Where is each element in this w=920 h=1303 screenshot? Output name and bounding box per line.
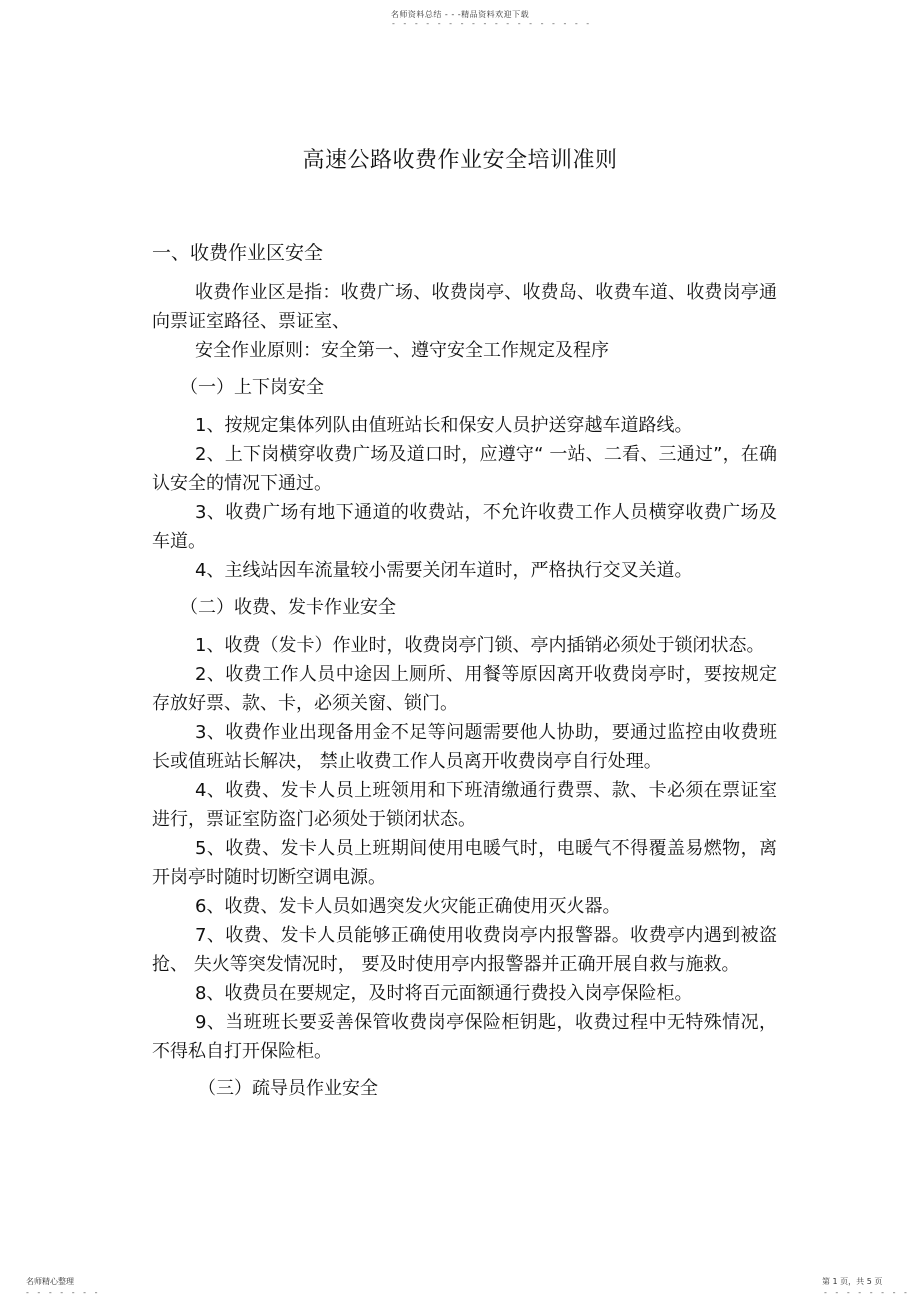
subsection-heading: （一）上下岗安全 bbox=[180, 377, 324, 398]
footer-dots-right: - - - - - - - - bbox=[824, 1288, 910, 1297]
document-body bbox=[152, 238, 777, 1112]
footer-left-text: 名师精心整理 bbox=[26, 1277, 74, 1286]
page-number: 第 1 页，共 5 页 bbox=[822, 1277, 883, 1286]
list-item: 2、收费工作人员中途因上厕所、用餐等原因离开收费岗亭时，要按规定存放好票、款、卡，必须关窗、锁门。 bbox=[152, 664, 777, 714]
list-item: 3、收费广场有地下通道的收费站，不允许收费工作人员横穿收费广场及车道。 bbox=[152, 502, 777, 552]
list-item: 1、收费（发卡）作业时，收费岗亭门锁、亭内插销必须处于锁闭状态。 bbox=[195, 635, 765, 656]
header-dots: - - - - - - - - - - - - - - - - - - bbox=[392, 19, 593, 28]
list-item: 4、收费、发卡人员上班领用和下班清缴通行费票、款、卡必须在票证室进行，票证室防盗门必须处于锁闭状态。 bbox=[152, 780, 777, 830]
list-item: 8、收费员在要规定，及时将百元面额通行费投入岗亭保险柜。 bbox=[195, 983, 693, 1004]
header-watermark: 名师资料总结 - - -精品资料欢迎下载 bbox=[390, 10, 530, 19]
list-item: 7、收费、发卡人员能够正确使用收费岗亭内报警器。收费亭内遇到被盗抢、 失火等突发情况时， 要及时使用亭内报警器并正确开展自救与施救。 bbox=[152, 925, 777, 975]
list-item: 1、按规定集体列队由值班站长和保安人员护送穿越车道路线。 bbox=[195, 415, 693, 436]
subsection-heading: （二）收费、发卡作业安全 bbox=[180, 597, 396, 618]
list-item: 2、上下岗横穿收费广场及道口时，应遵守“ 一站、二看、三通过”，在确认安全的情况下通过。 bbox=[152, 444, 777, 494]
list-item: 9、当班班长要妥善保管收费岗亭保险柜钥匙，收费过程中无特殊情况，不得私自打开保险柜。 bbox=[152, 1012, 777, 1062]
paragraph: 收费作业区是指：收费广场、收费岗亭、收费岛、收费车道、收费岗亭通向票证室路径、票证室、 bbox=[152, 282, 777, 332]
list-item: 3、收费作业出现备用金不足等问题需要他人协助，要通过监控由收费班长或值班站长解决， 禁止收费工作人员离开收费岗亭自行处理。 bbox=[152, 722, 777, 772]
subsection-heading: （三）疏导员作业安全 bbox=[198, 1078, 378, 1099]
footer-dots-left: - - - - - - - bbox=[26, 1288, 101, 1297]
list-item: 5、收费、发卡人员上班期间使用电暖气时，电暖气不得覆盖易燃物，离开岗亭时随时切断空调电源。 bbox=[152, 838, 777, 888]
section-heading: 一、收费作业区安全 bbox=[152, 242, 324, 264]
list-item: 4、主线站因车流量较小需要关闭车道时，严格执行交叉关道。 bbox=[195, 560, 693, 581]
paragraph: 安全作业原则：安全第一、遵守安全工作规定及程序 bbox=[195, 340, 609, 361]
document-title: 高速公路收费作业安全培训准则 bbox=[302, 148, 618, 173]
list-item: 6、收费、发卡人员如遇突发火灾能正确使用灭火器。 bbox=[195, 896, 621, 917]
